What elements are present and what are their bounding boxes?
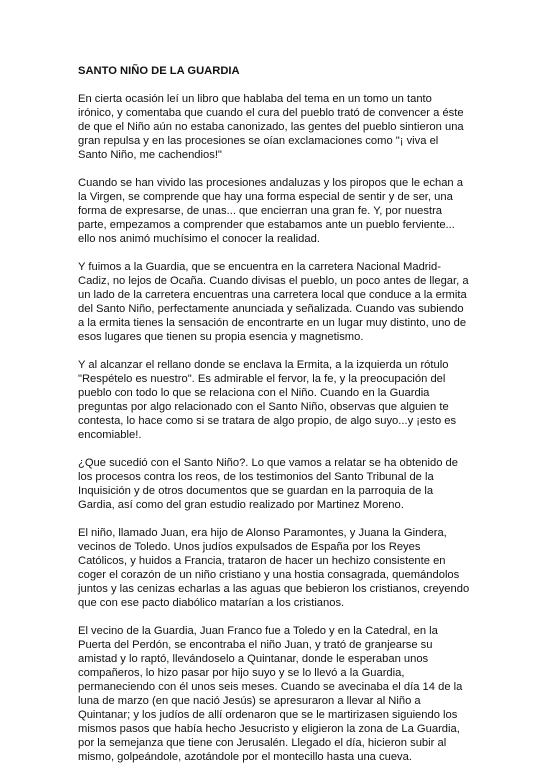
paragraph-6: El niño, llamado Juan, era hijo de Alonso Paramontes, y Juana la Gindera, vecinos de Toledo. Unos judíos expulsados de España por los Reyes Católicos, y huidos a Francia, trataron de hacer un hechizo consistente en coger el corazón de un niño cristiano y una hostia consagrada, quemándolos juntos y las cenizas echarlas a las aguas que bebieron los cristianos, creyendo que con ese pacto diabólico matarían a los cristianos. bbox=[78, 527, 470, 609]
paragraph-2: Cuando se han vivido las procesiones andaluzas y los piropos que le echan a la Virgen, se comprende que hay una forma especial de sentir y de ser, una forma de expresarse, de unas... que encierran una gran fe. Y, por nuestra parte, empezamos a comprender que estabamos ante un pueblo ferviente... ello nos animó muchísimo el conocer la realidad. bbox=[78, 177, 463, 245]
document-page bbox=[78, 64, 470, 778]
paragraph-7: El vecino de la Guardia, Juan Franco fue a Toledo y en la Catedral, en la Puerta del Perdón, se encontraba el niño Juan, y trató de granjearse su amistad y lo raptó, llevándoselo a Quintanar, donde le esperaban unos compañeros, lo hizo pasar por hijo suyo y se lo llevó a la Guardia, permaneciendo con él unos seis meses. Cuando se avecinaba el día 14 de la luna de marzo (en que nació Jesús) se apresuraron a llevar al Niño a Quintanar; y los judíos de allí ordenaron que se le martirizasen siguiendo los mismos pasos que había hecho Jesucristo y eligieron la zona de La Guardia, por la semejanza que tiene con Jerusalén. Llegado el día, hicieron subir al mismo, golpeándole, azotándole por el montecillo hasta una cueva. bbox=[78, 625, 463, 763]
document-title: SANTO NIÑO DE LA GUARDIA bbox=[78, 65, 240, 77]
paragraph-1: En cierta ocasión leí un libro que hablaba del tema en un tomo un tanto irónico, y comentaba que cuando el cura del pueblo trató de convencer a éste de que el Niño aún no estaba canonizado, las gentes del pueblo sintieron una gran repulsa y en las procesiones se oían exclamaciones como "¡ viva el Santo Niño, me cachendios!" bbox=[78, 93, 464, 161]
paragraph-4: Y al alcanzar el rellano donde se enclava la Ermita, a la izquierda un rótulo "Respételo es nuestro". Es admirable el fervor, la fe, y la preocupación del pueblo con todo lo que se relaciona con el Niño. Cuando en la Guardia preguntas por algo relacionado con el Santo Niño, observas que alguien te contesta, lo hace como si se tratara de algo propio, de algo suyo...y ¡esto es encomiable!. bbox=[78, 359, 457, 441]
paragraph-5: ¿Que sucedió con el Santo Niño?. Lo que vamos a relatar se ha obtenido de los procesos contra los reos, de los testimonios del Santo Tribunal de la Inquisición y de otros documentos que se guardan en la parroquia de la Gardia, así como del gran estudio realizado por Martinez Moreno. bbox=[78, 457, 458, 511]
paragraph-3: Y fuimos a la Guardia, que se encuentra en la carretera Nacional Madrid-Cadiz, no lejos de Ocaña. Cuando divisas el pueblo, un poco antes de llegar, a un lado de la carretera encuentras una carretera local que conduce a la ermita del Santo Niño, perfectamente anunciada y señalizada. Cuando vas subiendo a la ermita tienes la sensación de encontrarte en un lugar muy distinto, uno de esos lugares que tienen su propia esencia y magnetismo. bbox=[78, 261, 469, 343]
